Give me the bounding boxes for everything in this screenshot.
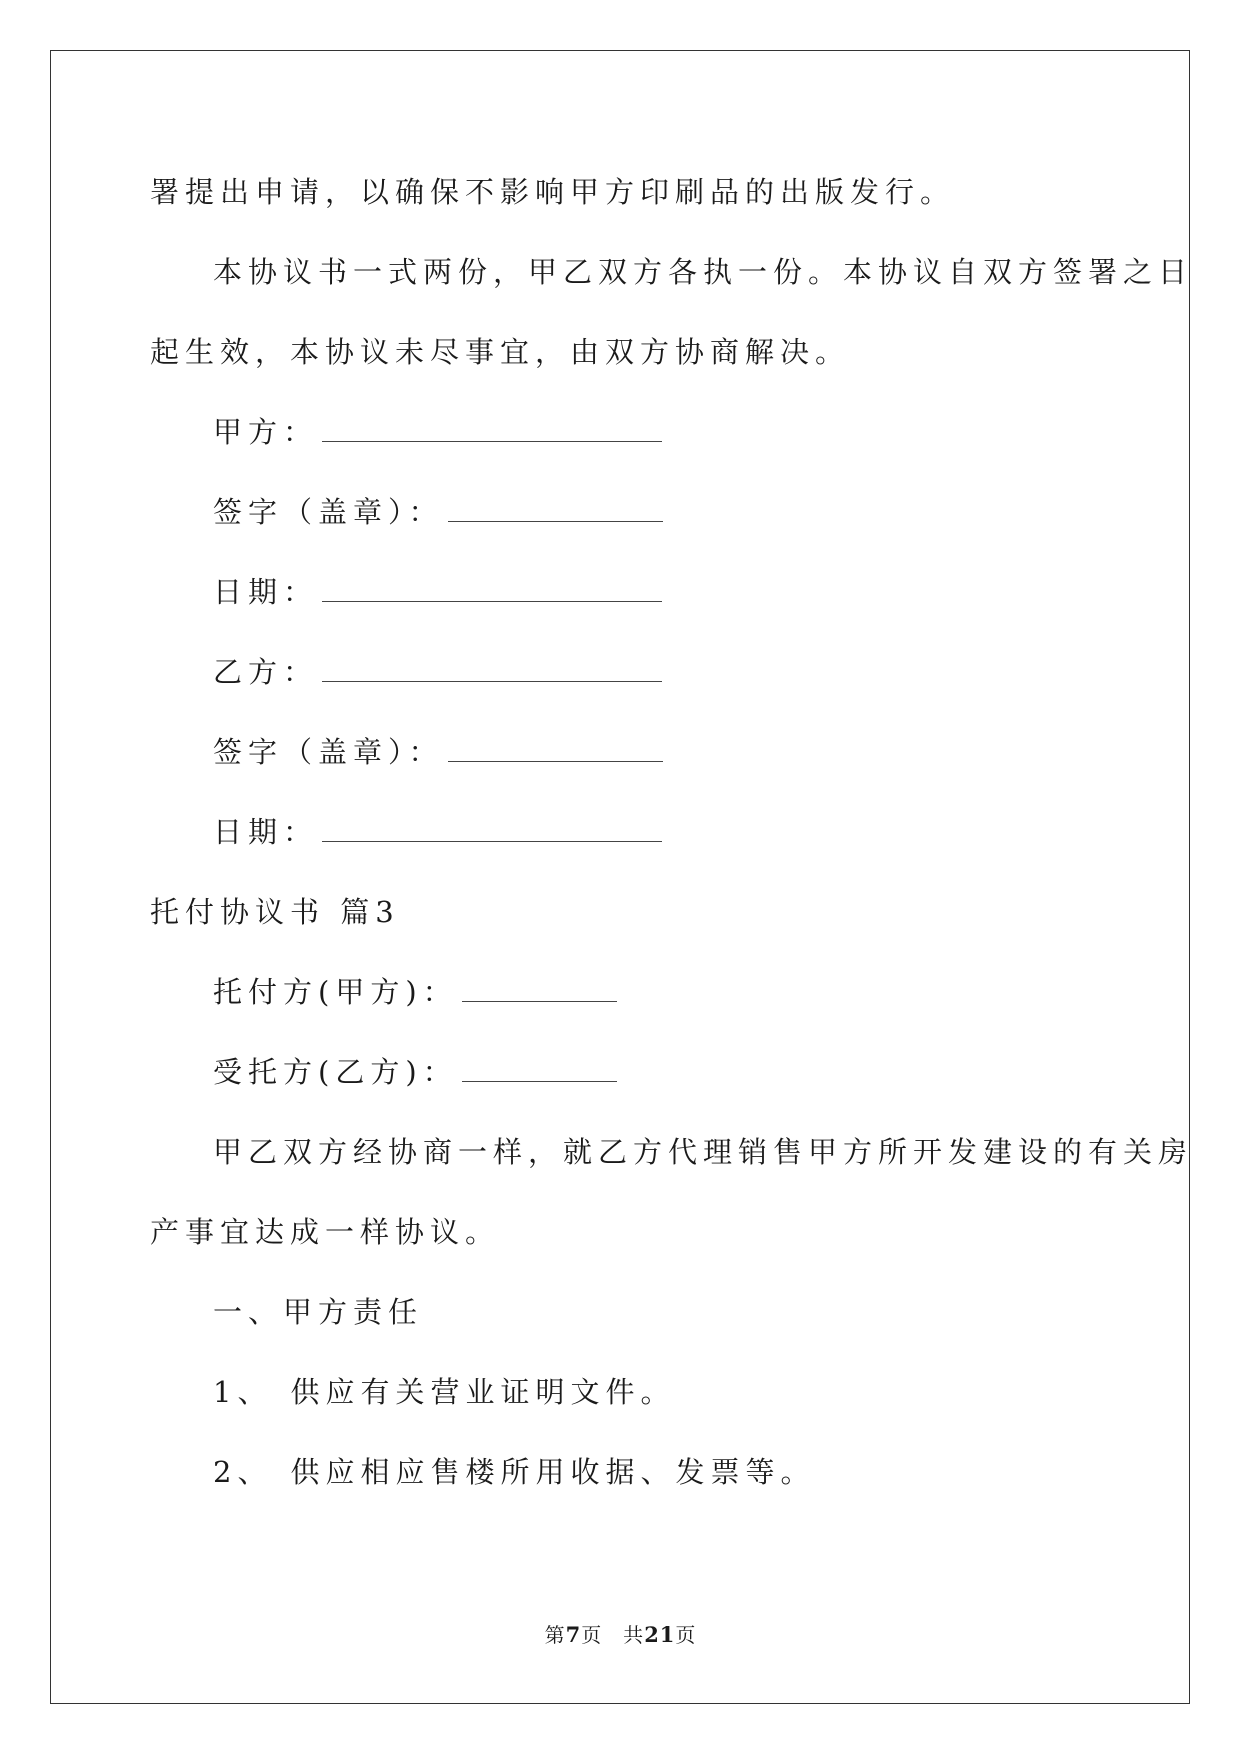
entrusting-party-blank[interactable] <box>462 977 617 1002</box>
date-b-blank[interactable] <box>322 817 662 842</box>
seal-b-line <box>213 732 663 772</box>
paragraph-line: 产事宜达成一样协议。 <box>150 1215 501 1249</box>
party-b-blank[interactable] <box>322 657 662 682</box>
page-footer <box>0 1622 1241 1648</box>
paragraph-line: 署提出申请，以确保不影响甲方印刷品的出版发行。 <box>150 175 956 209</box>
list-item-number: 1、 <box>213 1375 273 1409</box>
footer-total-pages: 21 <box>644 1622 676 1647</box>
footer-prefix: 第 <box>544 1623 566 1647</box>
section-heading: 一、甲方责任 <box>213 1295 424 1329</box>
paragraph-line: 甲乙双方经协商一样，就乙方代理销售甲方所开发建设的有关房 <box>213 1135 1194 1169</box>
seal-a-blank[interactable] <box>448 497 663 522</box>
seal-a-line <box>213 492 663 532</box>
seal-a-label: 签字（盖章）： <box>213 495 444 529</box>
entrusted-party-blank[interactable] <box>462 1057 617 1082</box>
date-a-label: 日期： <box>213 575 319 609</box>
list-item-text: 供应有关营业证明文件。 <box>290 1375 676 1409</box>
footer-page-number: 7 <box>565 1622 582 1647</box>
paragraph-line: 本协议书一式两份，甲乙双方各执一份。本协议自双方签署之日 <box>213 255 1194 289</box>
list-item <box>213 1372 675 1412</box>
date-b-line <box>213 812 662 852</box>
paragraph-line: 起生效，本协议未尽事宜，由双方协商解决。 <box>150 335 851 369</box>
list-item <box>213 1452 815 1492</box>
entrusted-party-line <box>213 1052 617 1092</box>
party-b-line <box>213 652 662 692</box>
footer-mid: 页 共 <box>581 1623 645 1647</box>
entrusting-party-label: 托付方(甲方)： <box>213 975 458 1009</box>
seal-b-label: 签字（盖章）： <box>213 735 444 769</box>
entrusting-party-line <box>213 972 617 1012</box>
date-a-line <box>213 572 662 612</box>
list-item-number: 2、 <box>213 1455 273 1489</box>
party-a-line <box>213 412 662 452</box>
seal-b-blank[interactable] <box>448 737 663 762</box>
party-a-label: 甲方： <box>213 415 319 449</box>
party-a-blank[interactable] <box>322 417 662 442</box>
footer-suffix: 页 <box>675 1623 697 1647</box>
section-title: 托付协议书 篇3 <box>150 895 400 929</box>
party-b-label: 乙方： <box>213 655 319 689</box>
date-a-blank[interactable] <box>322 577 662 602</box>
date-b-label: 日期： <box>213 815 319 849</box>
entrusted-party-label: 受托方(乙方)： <box>213 1055 458 1089</box>
list-item-text: 供应相应售楼所用收据、发票等。 <box>290 1455 816 1489</box>
